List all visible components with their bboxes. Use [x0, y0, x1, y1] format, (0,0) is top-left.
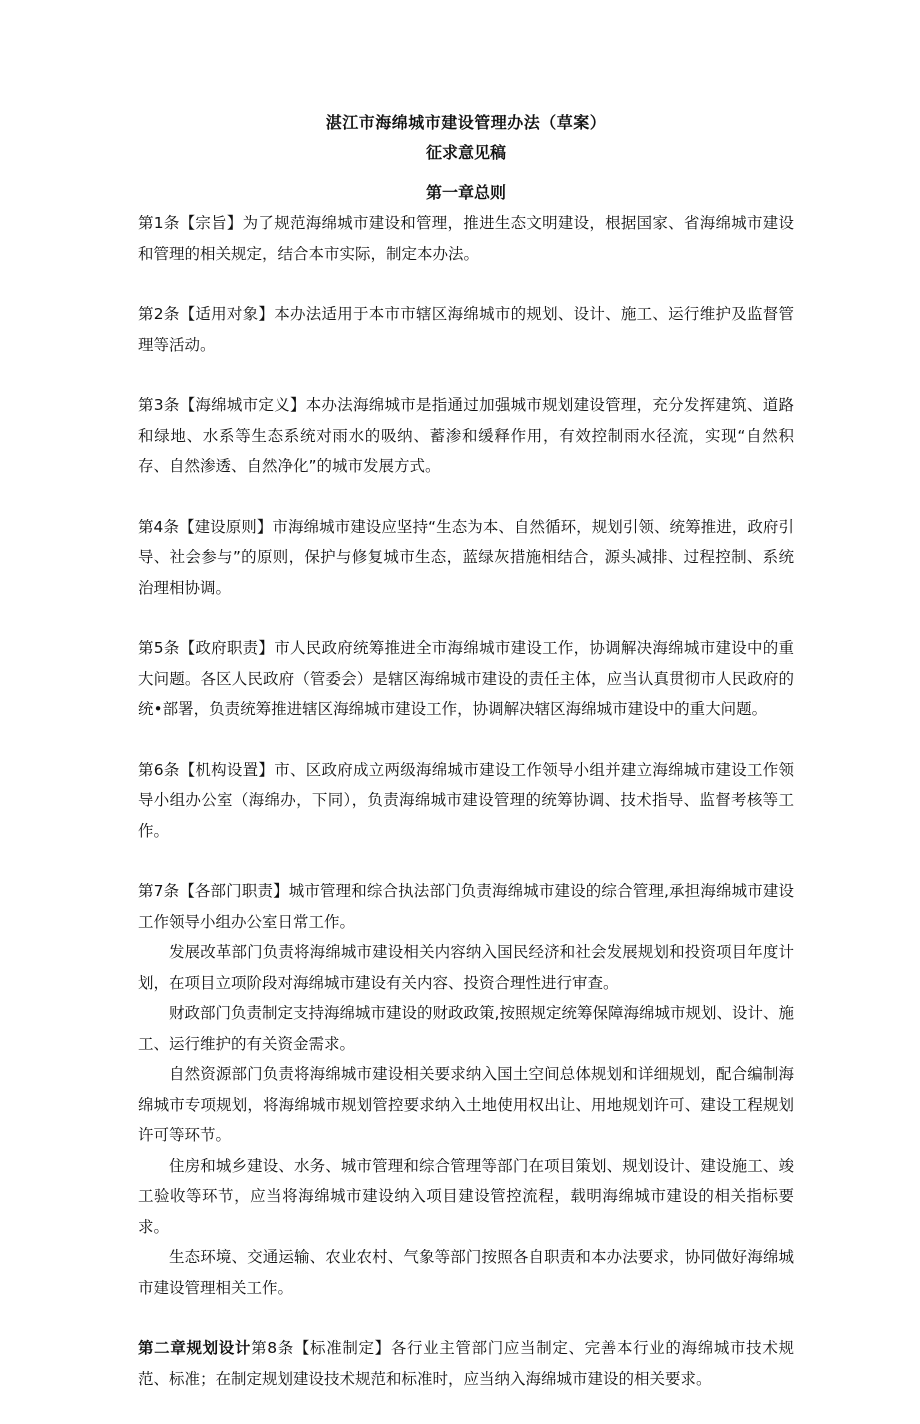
article-2: 第2条【适用对象】本办法适用于本市市辖区海绵城市的规划、设计、施工、运行维护及监督管理等活动。	[138, 305, 794, 354]
article-7-natural-resources: 自然资源部门负责将海绵城市建设相关要求纳入国土空间总体规划和详细规划，配合编制海绵城市专项规划，将海绵城市规划管控要求纳入土地使用权出让、用地规划许可、建设工程规划许可等环节。	[138, 1065, 794, 1144]
article-7-ecology-transport: 生态环境、交通运输、农业农村、气象等部门按照各自职责和本办法要求，协同做好海绵城市建设管理相关工作。	[138, 1248, 794, 1297]
article-7-development-reform: 发展改革部门负责将海绵城市建设相关内容纳入国民经济和社会发展规划和投资项目年度计划，在项目立项阶段对海绵城市建设有关内容、投资合理性进行审查。	[138, 943, 794, 992]
document-subtitle: 征求意见稿	[425, 143, 506, 162]
article-4: 第4条【建设原则】市海绵城市建设应坚持“生态为本、自然循环，规划引领、统筹推进，政府引导、社会参与”的原则，保护与修复城市生态，蓝绿灰措施相结合，源头减排、过程控制、系统治理相协调。	[138, 517, 794, 597]
article-7-housing-construction: 住房和城乡建设、水务、城市管理和综合管理等部门在项目策划、规划设计、建设施工、竣工验收等环节，应当将海绵城市建设纳入项目建设管控流程，载明海绵城市建设的相关指标要求。	[138, 1156, 794, 1236]
article-8-text: 第8条【标准制定】各行业主管部门应当制定、完善本行业的海绵城市技术规范、标准；在制定规划建设技术规范和标准时，应当纳入海绵城市建设的相关要求。	[138, 1339, 794, 1388]
chapter-2-article-8	[138, 1333, 794, 1394]
article-7: 第7条【各部门职责】城市管理和综合执法部门负责海绵城市建设的综合管理,承担海绵城市建设工作领导小组办公室日常工作。	[138, 882, 794, 931]
article-5: 第5条【政府职责】市人民政府统筹推进全市海绵城市建设工作，协调解决海绵城市建设中的重大问题。各区人民政府（管委会）是辖区海绵城市建设的责任主体，应当认真贯彻市人民政府的统•部署，负责统筹推进辖区海绵城市建设工作，协调解决辖区海绵城市建设中的重大问题。	[138, 639, 794, 718]
chapter-1-heading: 第一章总则	[425, 183, 506, 202]
article-3: 第3条【海绵城市定义】本办法海绵城市是指通过加强城市规划建设管理，充分发挥建筑、道路和绿地、水系等生态系统对雨水的吸纳、蓄渗和缓释作用，有效控制雨水径流，实现“自然积存、自然渗透、自然净化”的城市发展方式。	[138, 396, 794, 475]
article-7-finance: 财政部门负责制定支持海绵城市建设的财政政策,按照规定统筹保障海绵城市规划、设计、施工、运行维护的有关资金需求。	[138, 1004, 794, 1053]
article-1: 第1条【宗旨】为了规范海绵城市建设和管理，推进生态文明建设，根据国家、省海绵城市建设和管理的相关规定，结合本市实际，制定本办法。	[138, 214, 794, 263]
chapter-2-heading: 第二章规划设计	[138, 1339, 252, 1357]
document-body	[138, 108, 794, 1424]
article-6: 第6条【机构设置】市、区政府成立两级海绵城市建设工作领导小组并建立海绵城市建设工作领导小组办公室（海绵办，下同），负责海绵城市建设管理的统筹协调、技术指导、监督考核等工作。	[138, 760, 794, 840]
document-title: 湛江市海绵城市建设管理办法（草案）	[325, 113, 607, 132]
